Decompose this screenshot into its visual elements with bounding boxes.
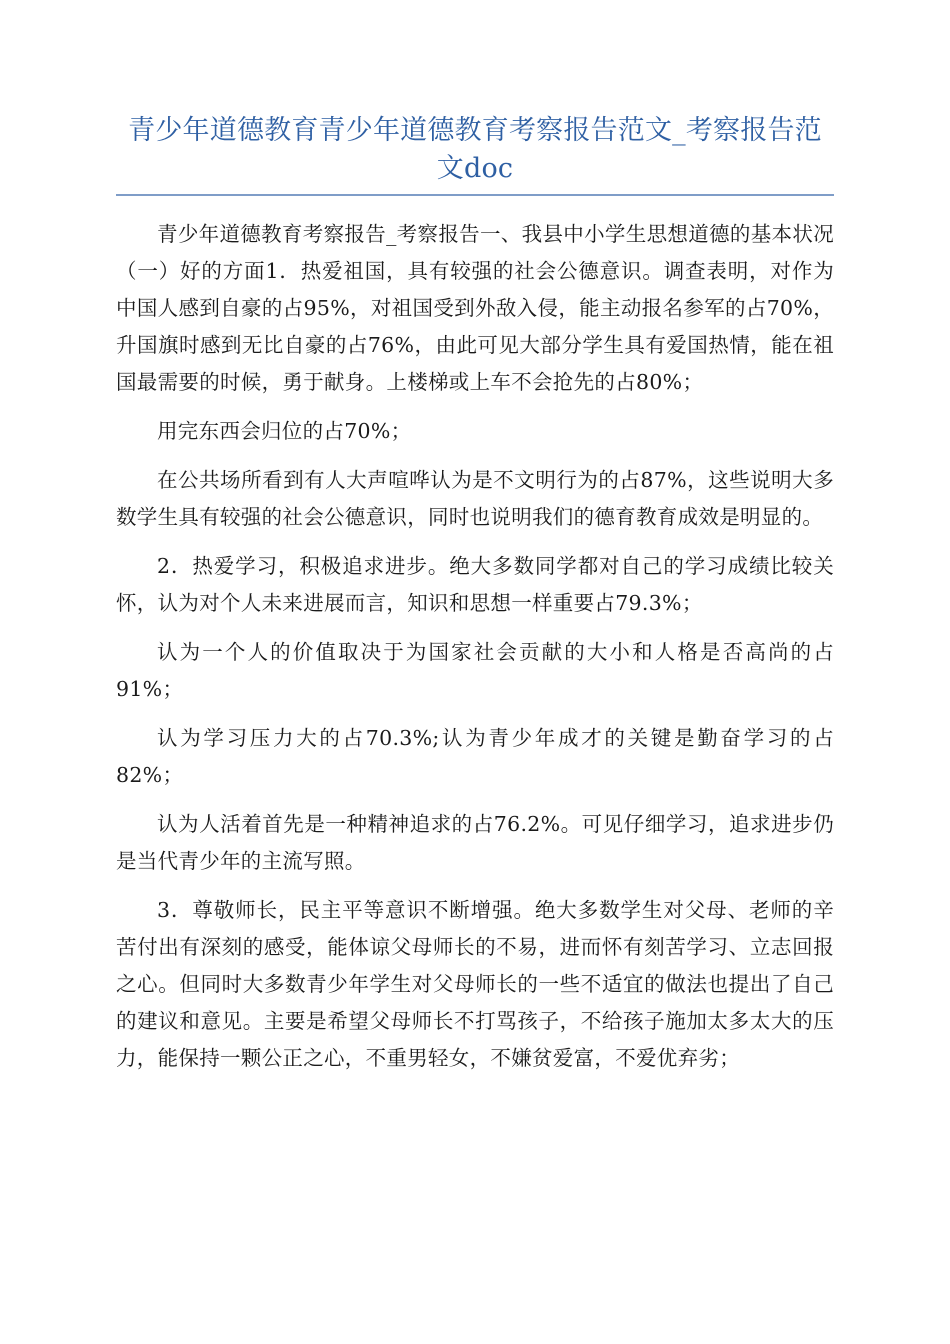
document-body (116, 216, 834, 1077)
title-divider (116, 194, 834, 196)
paragraph: 青少年道德教育考察报告_考察报告一、我县中小学生思想道德的基本状况（一）好的方面1．热爱祖国，具有较强的社会公德意识。调查表明，对作为中国人感到自豪的占95%，对祖国受到外敌入侵，能主动报名参军的占70%，升国旗时感到无比自豪的占76%，由此可见大部分学生具有爱国热情，能在祖国最需要的时候，勇于献身。上楼梯或上车不会抢先的占80%； (116, 222, 834, 394)
paragraph: 2．热爱学习，积极追求进步。绝大多数同学都对自己的学习成绩比较关怀，认为对个人未来进展而言，知识和思想一样重要占79.3%； (116, 554, 834, 615)
paragraph: 认为人活着首先是一种精神追求的占76.2%。可见仔细学习，追求进步仍是当代青少年的主流写照。 (116, 812, 834, 873)
paragraph: 认为学习压力大的占70.3%;认为青少年成才的关键是勤奋学习的占82%； (116, 726, 834, 787)
document-page (116, 112, 834, 1089)
document-title: 青少年道德教育青少年道德教育考察报告范文_考察报告范文doc (128, 115, 822, 184)
paragraph: 用完东西会归位的占70%； (157, 419, 412, 443)
paragraph: 认为一个人的价值取决于为国家社会贡献的大小和人格是否高尚的占91%； (116, 640, 834, 701)
paragraph: 3．尊敬师长，民主平等意识不断增强。绝大多数学生对父母、老师的辛苦付出有深刻的感受，能体谅父母师长的不易，进而怀有刻苦学习、立志回报之心。但同时大多数青少年学生对父母师长的一些不适宜的做法也提出了自己的建议和意见。主要是希望父母师长不打骂孩子，不给孩子施加太多太大的压力，能保持一颗公正之心，不重男轻女，不嫌贫爱富，不爱优弃劣； (116, 898, 834, 1070)
paragraph: 在公共场所看到有人大声喧哗认为是不文明行为的占87%，这些说明大多数学生具有较强的社会公德意识，同时也说明我们的德育教育成效是明显的。 (116, 468, 834, 529)
